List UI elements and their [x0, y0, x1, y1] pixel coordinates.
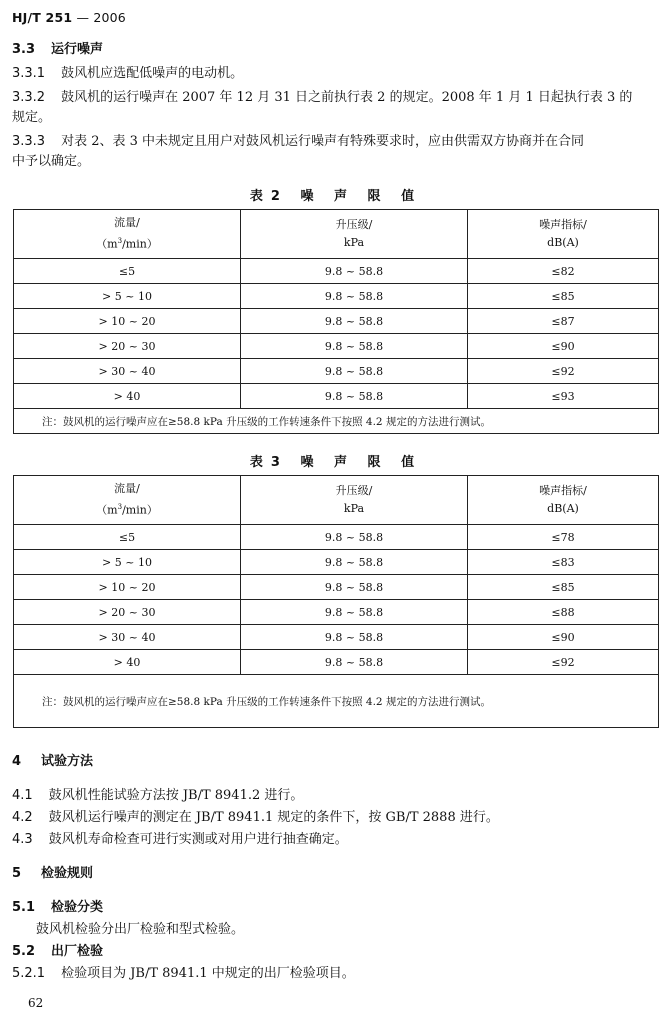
table-3: [13, 475, 659, 728]
table-2: [13, 209, 659, 434]
table-row: > 30 ~ 40 9.8 ~ 58.8 ≤90: [14, 625, 659, 650]
standard-year: 2006: [93, 10, 126, 25]
standard-separator: —: [76, 10, 90, 25]
page-header: [12, 10, 126, 25]
table-note-row: [14, 409, 659, 434]
header-pressure: 升压级/ kPa: [241, 476, 468, 525]
clause-3-3-2: 3.3.2 鼓风机的运行噪声在 2007 年 12 月 31 日之前执行表 2 的规定。2008 年 1 月 1 日起执行表 3 的: [12, 90, 633, 105]
table-row: ≤5 9.8 ~ 58.8 ≤78: [14, 525, 659, 550]
section-3-3-heading: 3.3 运行噪声: [12, 42, 104, 57]
table-row: > 5 ~ 10 9.8 ~ 58.8 ≤83: [14, 550, 659, 575]
table-3-note: 注：鼓风机的运行噪声应在≥58.8 kPa 升压级的工作转速条件下按照 4.2 规定的方法进行测试。: [14, 675, 659, 728]
table-row: > 10 ~ 20 9.8 ~ 58.8 ≤87: [14, 309, 659, 334]
clause-4-2: 4.2 鼓风机运行噪声的测定在 JB/T 8941.1 规定的条件下，按 GB/T 2888 进行。: [12, 810, 499, 825]
section-4-heading: 4 试验方法: [12, 754, 94, 769]
section-5-1-heading: 5.1 检验分类: [12, 900, 104, 915]
table-row: > 5 ~ 10 9.8 ~ 58.8 ≤85: [14, 284, 659, 309]
clause-3-3-2-cont: 规定。: [12, 110, 52, 125]
clause-3-3-1: 3.3.1 鼓风机应选配低噪声的电动机。: [12, 66, 244, 81]
table-row: > 10 ~ 20 9.8 ~ 58.8 ≤85: [14, 575, 659, 600]
table-header-row: [14, 476, 659, 525]
table-3-caption: 表3 噪 声 限 值: [249, 455, 423, 470]
section-5-heading: 5 检验规则: [12, 866, 94, 881]
header-flow: 流量/ $(m^3/\min)$: [14, 476, 241, 525]
clause-5-1-text: 鼓风机检验分出厂检验和型式检验。: [36, 922, 245, 937]
table-note-row: [14, 675, 659, 728]
header-flow: 流量/ $(m^3/\min)$: [14, 210, 241, 259]
clause-4-1: 4.1 鼓风机性能试验方法按 JB/T 8941.2 进行。: [12, 788, 304, 803]
table-header-row: [14, 210, 659, 259]
table-row: > 20 ~ 30 9.8 ~ 58.8 ≤88: [14, 600, 659, 625]
table-row: > 20 ~ 30 9.8 ~ 58.8 ≤90: [14, 334, 659, 359]
header-pressure: 升压级/ kPa: [241, 210, 468, 259]
clause-4-3: 4.3 鼓风机寿命检查可进行实测或对用户进行抽查确定。: [12, 832, 348, 847]
header-noise: 噪声指标/ dB(A): [468, 210, 659, 259]
standard-code: HJ/T 251: [12, 10, 73, 25]
table-2-note: 注：鼓风机的运行噪声应在≥58.8 kPa 升压级的工作转速条件下按照 4.2 规定的方法进行测试。: [14, 409, 659, 434]
table-2-caption: 表2 噪 声 限 值: [249, 189, 423, 204]
clause-5-2-1: 5.2.1 检验项目为 JB/T 8941.1 中规定的出厂检验项目。: [12, 966, 355, 981]
table-row: ≤5 9.8 ~ 58.8 ≤82: [14, 259, 659, 284]
table-row: > 30 ~ 40 9.8 ~ 58.8 ≤92: [14, 359, 659, 384]
clause-3-3-3-cont: 中予以确定。: [12, 154, 91, 169]
table-row: > 40 9.8 ~ 58.8 ≤92: [14, 650, 659, 675]
clause-3-3-3: 3.3.3 对表 2、表 3 中未规定且用户对鼓风机运行噪声有特殊要求时，应由供需双方协商并在合同: [12, 134, 585, 149]
table-row: > 40 9.8 ~ 58.8 ≤93: [14, 384, 659, 409]
header-noise: 噪声指标/ dB(A): [468, 476, 659, 525]
section-5-2-heading: 5.2 出厂检验: [12, 944, 104, 959]
page-number: 62: [28, 996, 44, 1010]
